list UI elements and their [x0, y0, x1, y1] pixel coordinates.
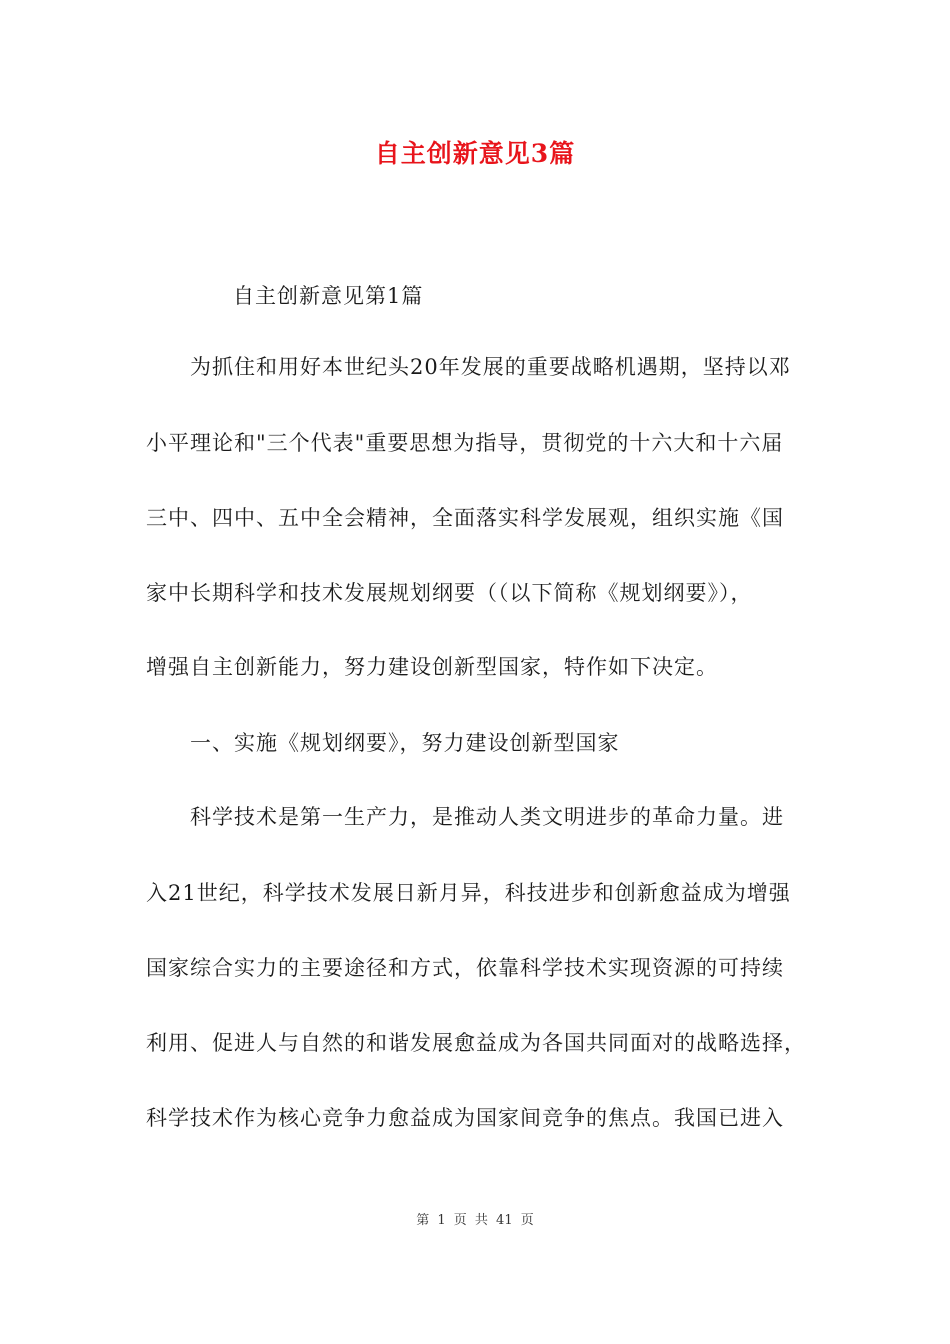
paragraph-1-line: 增强自主创新能力，努力建设创新型国家，特作如下决定。: [146, 655, 718, 679]
document-title: 自主创新意见3篇: [374, 139, 576, 168]
subheading: 一、实施《规划纲要》，努力建设创新型国家: [190, 731, 620, 755]
paragraph-2-line: 科学技术作为核心竞争力愈益成为国家间竞争的焦点。我国已进入: [146, 1106, 784, 1130]
paragraph-1-line: 小平理论和"三个代表"重要思想为指导，贯彻党的十六大和十六届: [146, 431, 784, 455]
section-heading: 自主创新意见第1篇: [233, 284, 424, 308]
paragraph-1-line: 三中、四中、五中全会精神，全面落实科学发展观，组织实施《国: [146, 506, 784, 530]
paragraph-2-line: 利用、促进人与自然的和谐发展愈益成为各国共同面对的战略选择，: [146, 1031, 806, 1055]
paragraph-1-line: 家中长期科学和技术发展规划纲要（（以下简称《规划纲要》），: [146, 581, 753, 605]
paragraph-2-line: 国家综合实力的主要途径和方式，依靠科学技术实现资源的可持续: [146, 956, 784, 980]
paragraph-2-line: 科学技术是第一生产力，是推动人类文明进步的革命力量。进: [190, 805, 784, 829]
paragraph-1-line: 为抓住和用好本世纪头20年发展的重要战略机遇期，坚持以邓: [190, 355, 791, 379]
page-footer: 第 1 页 共 41 页: [416, 1213, 534, 1228]
paragraph-2-line: 入21世纪，科学技术发展日新月异，科技进步和创新愈益成为增强: [146, 881, 791, 905]
